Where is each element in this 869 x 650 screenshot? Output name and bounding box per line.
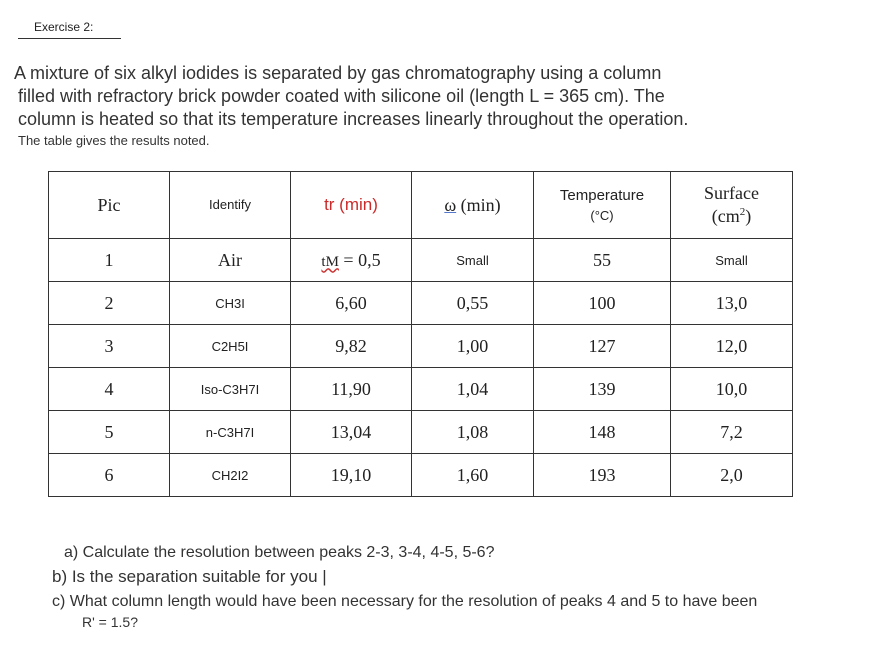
cell-surface: 2,0 (671, 454, 793, 497)
cell-identify: CH2I2 (170, 454, 291, 497)
cell-surface: 12,0 (671, 325, 793, 368)
table-row (49, 454, 793, 497)
cell-temperature: 127 (534, 325, 671, 368)
header-identify: Identify (170, 172, 291, 239)
cell-identify: Air (170, 239, 291, 282)
cell-identify: CH3I (170, 282, 291, 325)
table-row (49, 411, 793, 454)
question-c-continuation: R' = 1.5? (82, 614, 138, 630)
cell-temperature: 193 (534, 454, 671, 497)
cell-tr: 19,10 (291, 454, 412, 497)
table-row (49, 368, 793, 411)
header-pic: Pic (49, 172, 170, 239)
cell-tr: 9,82 (291, 325, 412, 368)
cell-pic: 3 (49, 325, 170, 368)
cell-surface: 7,2 (671, 411, 793, 454)
table-header-row (49, 172, 793, 239)
cell-pic: 6 (49, 454, 170, 497)
exercise-title: Exercise 2: (34, 20, 94, 34)
cell-temperature: 55 (534, 239, 671, 282)
table-row (49, 282, 793, 325)
header-omega: ω (min) (412, 172, 534, 239)
cell-pic: 1 (49, 239, 170, 282)
cell-temperature: 100 (534, 282, 671, 325)
table-row (49, 239, 793, 282)
results-table (48, 171, 793, 497)
intro-note: The table gives the results noted. (18, 133, 210, 148)
cell-identify: Iso-C3H7I (170, 368, 291, 411)
cell-pic: 2 (49, 282, 170, 325)
cell-omega: Small (412, 239, 534, 282)
cell-pic: 5 (49, 411, 170, 454)
header-surface: Surface $(cm^2)$ (671, 172, 793, 239)
cell-omega: 1,60 (412, 454, 534, 497)
header-tr: tr (min) (291, 172, 412, 239)
cell-surface: 13,0 (671, 282, 793, 325)
table-row (49, 325, 793, 368)
cell-identify: C2H5I (170, 325, 291, 368)
question-c: c) What column length would have been necessary for the resolution of peaks 4 and 5 to have been (52, 593, 758, 610)
cell-omega: 1,04 (412, 368, 534, 411)
cell-omega: 1,00 (412, 325, 534, 368)
cell-tr: tM = 0,5 (291, 239, 412, 282)
cell-tr: 13,04 (291, 411, 412, 454)
header-temperature: Temperature (°C) (534, 172, 671, 239)
cell-identify: n-C3H7I (170, 411, 291, 454)
cell-tr: 11,90 (291, 368, 412, 411)
cell-omega: 1,08 (412, 411, 534, 454)
cell-surface: Small (671, 239, 793, 282)
intro-line-2: filled with refractory brick powder coated with silicone oil (length L = 365 cm). The (18, 86, 665, 106)
intro-line-3: column is heated so that its temperature increases linearly throughout the operation. (18, 109, 689, 129)
intro-line-1: A mixture of six alkyl iodides is separated by gas chromatography using a column (14, 63, 662, 83)
cell-omega: 0,55 (412, 282, 534, 325)
cell-pic: 4 (49, 368, 170, 411)
cell-surface: 10,0 (671, 368, 793, 411)
question-a: a) Calculate the resolution between peaks 2-3, 3-4, 4-5, 5-6? (64, 544, 495, 561)
cell-temperature: 139 (534, 368, 671, 411)
cell-tr: 6,60 (291, 282, 412, 325)
title-underline (18, 38, 121, 39)
question-b: b) Is the separation suitable for you | (52, 567, 327, 586)
cell-temperature: 148 (534, 411, 671, 454)
